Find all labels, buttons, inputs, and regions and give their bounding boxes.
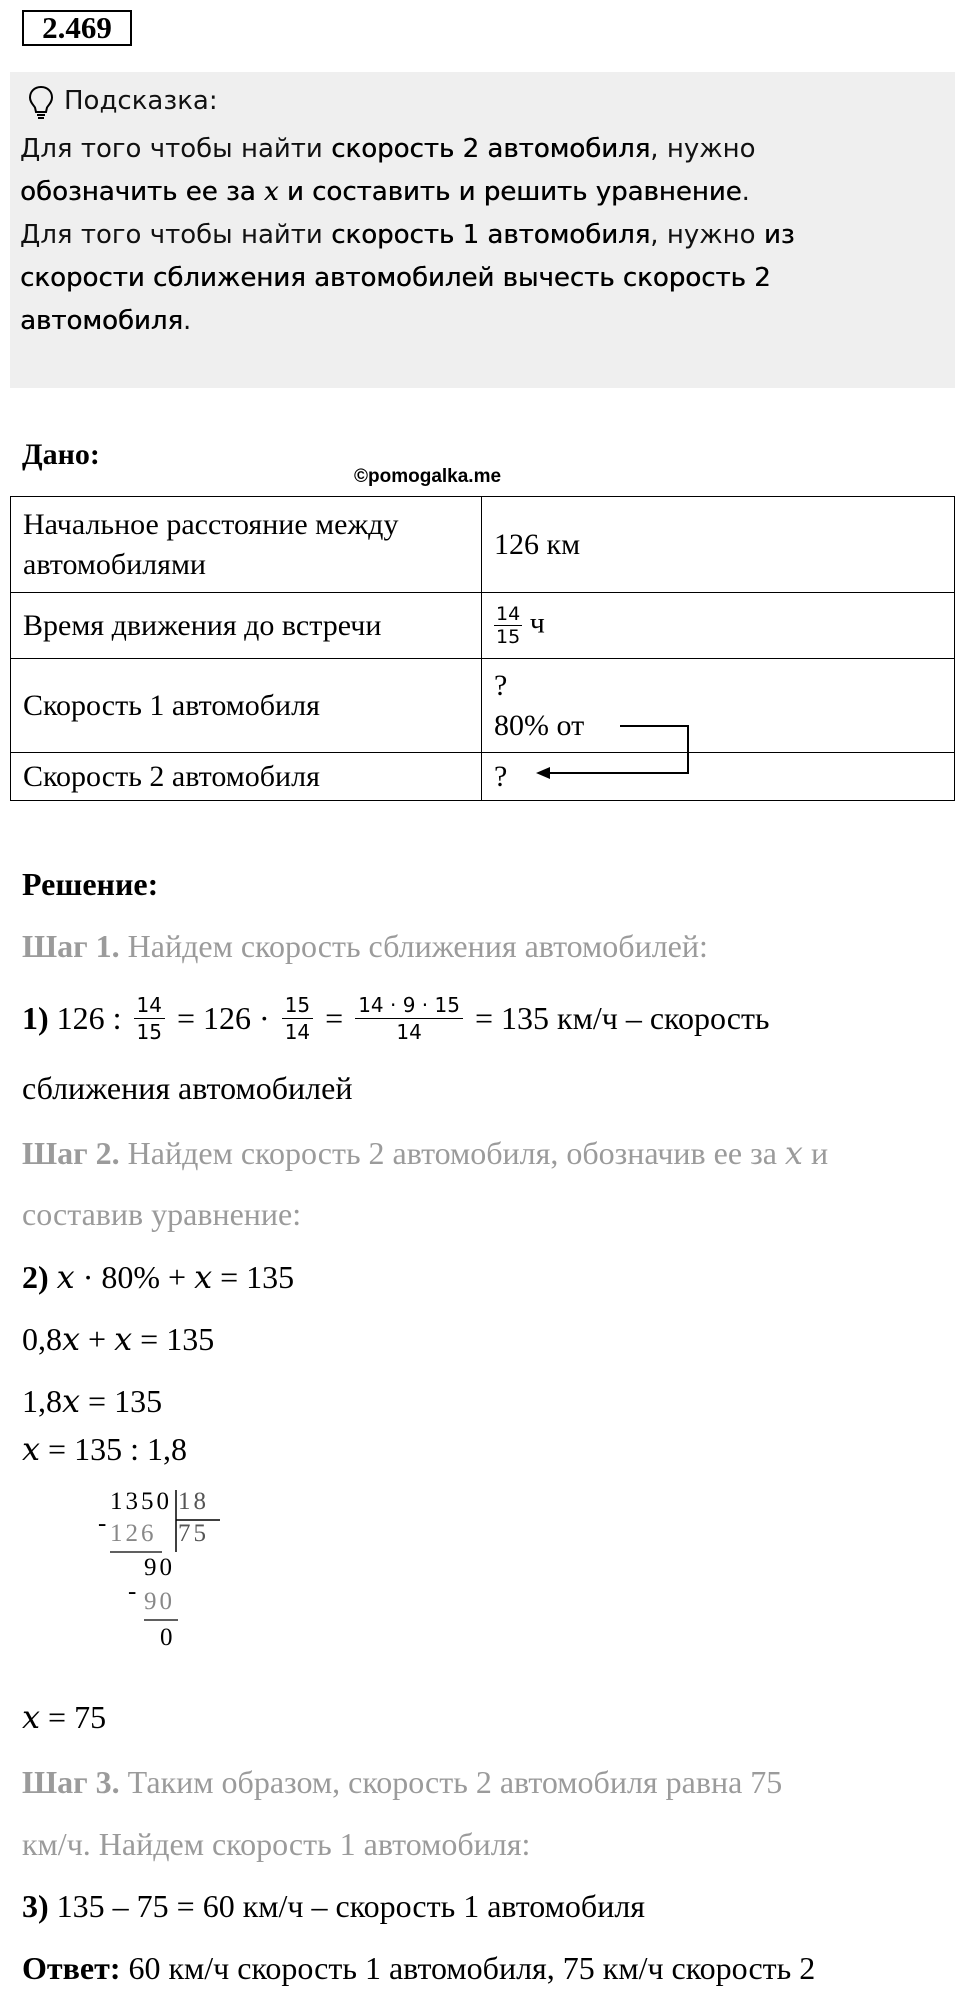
fraction: $\frac{14}{15}$ <box>496 603 521 648</box>
hint-line-4: скорости сближения автомобилей вычесть скорость 2 <box>20 263 771 293</box>
step1-heading: Шаг 1. Найдем скорость сближения автомобилей: <box>22 928 708 964</box>
given-title: Дано: <box>22 438 100 471</box>
hint-line-3: Для того чтобы найти скорость 1 автомобиля, нужно из <box>20 220 795 250</box>
unit: ч <box>529 606 545 640</box>
equation-2b: 0,8x + x = 135 <box>22 1320 215 1358</box>
watermark: ©pomogalka.me <box>354 466 502 487</box>
fraction: $\frac{15}{14}$ <box>282 992 313 1045</box>
step3-heading-cont: км/ч. Найдем скорость 1 автомобиля: <box>22 1826 531 1862</box>
fraction: $\frac{14}{15}$ <box>134 992 165 1045</box>
step2-heading: Шаг 2. Найдем скорость 2 автомобиля, обозначив ее за x и <box>22 1134 829 1172</box>
equation-2: 2) x · 80% + x = 135 <box>22 1258 295 1296</box>
problem-number: 2.469 <box>22 10 132 46</box>
equation-result: x = 75 <box>22 1698 107 1736</box>
row-label: Начальное расстояние между автомобилями <box>11 497 482 593</box>
equation-2c: 1,8x = 135 <box>22 1382 163 1420</box>
hint-title-text: Подсказка: <box>64 86 218 116</box>
row-value: ? 80% от <box>482 659 955 753</box>
equation-1-cont: сближения автомобилей <box>22 1070 353 1106</box>
row-label: Время движения до встречи <box>11 593 482 659</box>
equation-2d: x = 135 : 1,8 <box>22 1430 187 1468</box>
solution-title: Решение: <box>22 866 159 902</box>
hint-line-5: автомобиля. <box>20 306 192 336</box>
hint-line-1: Для того чтобы найти скорость 2 автомобиля, нужно <box>20 134 756 164</box>
answer: Ответ: 60 км/ч скорость 1 автомобиля, 75 км/ч скорость 2 <box>22 1950 816 1986</box>
step3-heading: Шаг 3. Таким образом, скорость 2 автомобиля равна 75 <box>22 1764 783 1800</box>
long-division: 1350 18 - 126 75 90 - 90 0 <box>98 1488 209 1651</box>
row-label: Скорость 1 автомобиля <box>11 659 482 753</box>
step2-heading-cont: составив уравнение: <box>22 1196 302 1232</box>
row-label: Скорость 2 автомобиля <box>11 753 482 801</box>
equation-3: 3) 135 – 75 = 60 км/ч – скорость 1 автомобиля <box>22 1888 645 1924</box>
reference-arrow <box>0 0 960 800</box>
fraction: $\frac{14 \cdot 9 \cdot 15}{14}$ <box>355 992 463 1045</box>
equation-1: 1) 126 : $\frac{14}{15}$ = 126 · $\frac{15}{14}$ = $\frac{14 \cdot 9 \cdot 15}{14}$ = 135 км/ч – скорость <box>22 993 770 1044</box>
row-value: ? <box>482 753 955 801</box>
hint-line-2: обозначить ее за x и составить и решить уравнение. <box>20 177 750 207</box>
row-value: 126 км <box>482 497 955 593</box>
